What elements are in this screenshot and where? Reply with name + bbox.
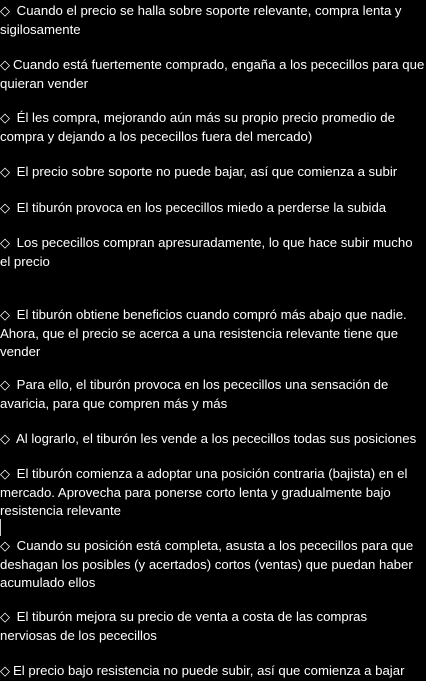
diamond-bullet-icon: ◇ <box>0 378 10 393</box>
diamond-bullet-icon: ◇ <box>0 201 10 216</box>
paragraph-text: El precio sobre soporte no puede bajar, así que comienza a subir <box>16 164 398 179</box>
paragraph-text: El tiburón mejora su precio de venta a costa de las compras nerviosas de los pececillos <box>0 609 371 643</box>
diamond-bullet-icon: ◇ <box>0 165 10 180</box>
paragraph-text: Cuando está fuertemente comprado, engaña a los pececillos para que quieran vender <box>0 57 425 91</box>
paragraph-2 <box>0 56 426 93</box>
paragraph-text: Los pececillos compran apresuradamente, lo que hace subir mucho el precio <box>0 235 417 269</box>
paragraph-1 <box>0 2 426 39</box>
diamond-bullet-icon: ◇ <box>0 432 10 447</box>
paragraph-3 <box>0 109 426 146</box>
paragraph-4 <box>0 163 426 182</box>
diamond-bullet-icon: ◇ <box>0 539 10 554</box>
diamond-bullet-icon: ◇ <box>0 236 10 251</box>
diamond-bullet-icon: ◇ <box>0 664 10 679</box>
paragraph-text: Cuando su posición está completa, asusta a los pececillos para que deshagan los posibles (y acertados) cortos (ventas) que puedan haber acumulado ellos <box>0 538 417 590</box>
paragraph-6 <box>0 234 426 271</box>
paragraph-text: El tiburón provoca en los pececillos miedo a perderse la subida <box>16 200 387 215</box>
paragraph-text: Al lograrlo, el tiburón les vende a los pececillos todas sus posiciones <box>15 431 417 446</box>
paragraph-9 <box>0 430 426 449</box>
diamond-bullet-icon: ◇ <box>0 58 10 73</box>
diamond-bullet-icon: ◇ <box>0 111 10 126</box>
diamond-bullet-icon: ◇ <box>0 4 10 19</box>
paragraph-13 <box>0 662 426 681</box>
paragraph-8 <box>0 376 426 413</box>
paragraph-text: El precio bajo resistencia no puede subir, así que comienza a bajar <box>13 663 405 678</box>
paragraph-12 <box>0 608 426 645</box>
paragraph-text: El tiburón comienza a adoptar una posición contraria (bajista) en el mercado. Aprovecha para ponerse corto lenta y gradualmente bajo resistencia relevante <box>0 466 412 518</box>
diamond-bullet-icon: ◇ <box>0 308 10 323</box>
text-cursor-caret <box>0 519 1 536</box>
paragraph-text: Cuando el precio se halla sobre soporte relevante, compra lenta y sigilosamente <box>0 3 406 37</box>
paragraph-5 <box>0 199 426 218</box>
paragraph-text: Para ello, el tiburón provoca en los pececillos una sensación de avaricia, para que compren más y más <box>0 377 393 411</box>
diamond-bullet-icon: ◇ <box>0 467 10 482</box>
paragraph-7 <box>0 306 426 361</box>
paragraph-text: El tiburón obtiene beneficios cuando compró más abajo que nadie. Ahora, que el precio se acerca a una resistencia relevante tiene que vender <box>0 307 410 359</box>
diamond-bullet-icon: ◇ <box>0 610 10 625</box>
paragraph-10 <box>0 465 426 520</box>
paragraph-text: Él les compra, mejorando aún más su propio precio promedio de compra y dejando a los pececillos fuera del mercado) <box>0 110 399 144</box>
paragraph-11 <box>0 537 426 592</box>
